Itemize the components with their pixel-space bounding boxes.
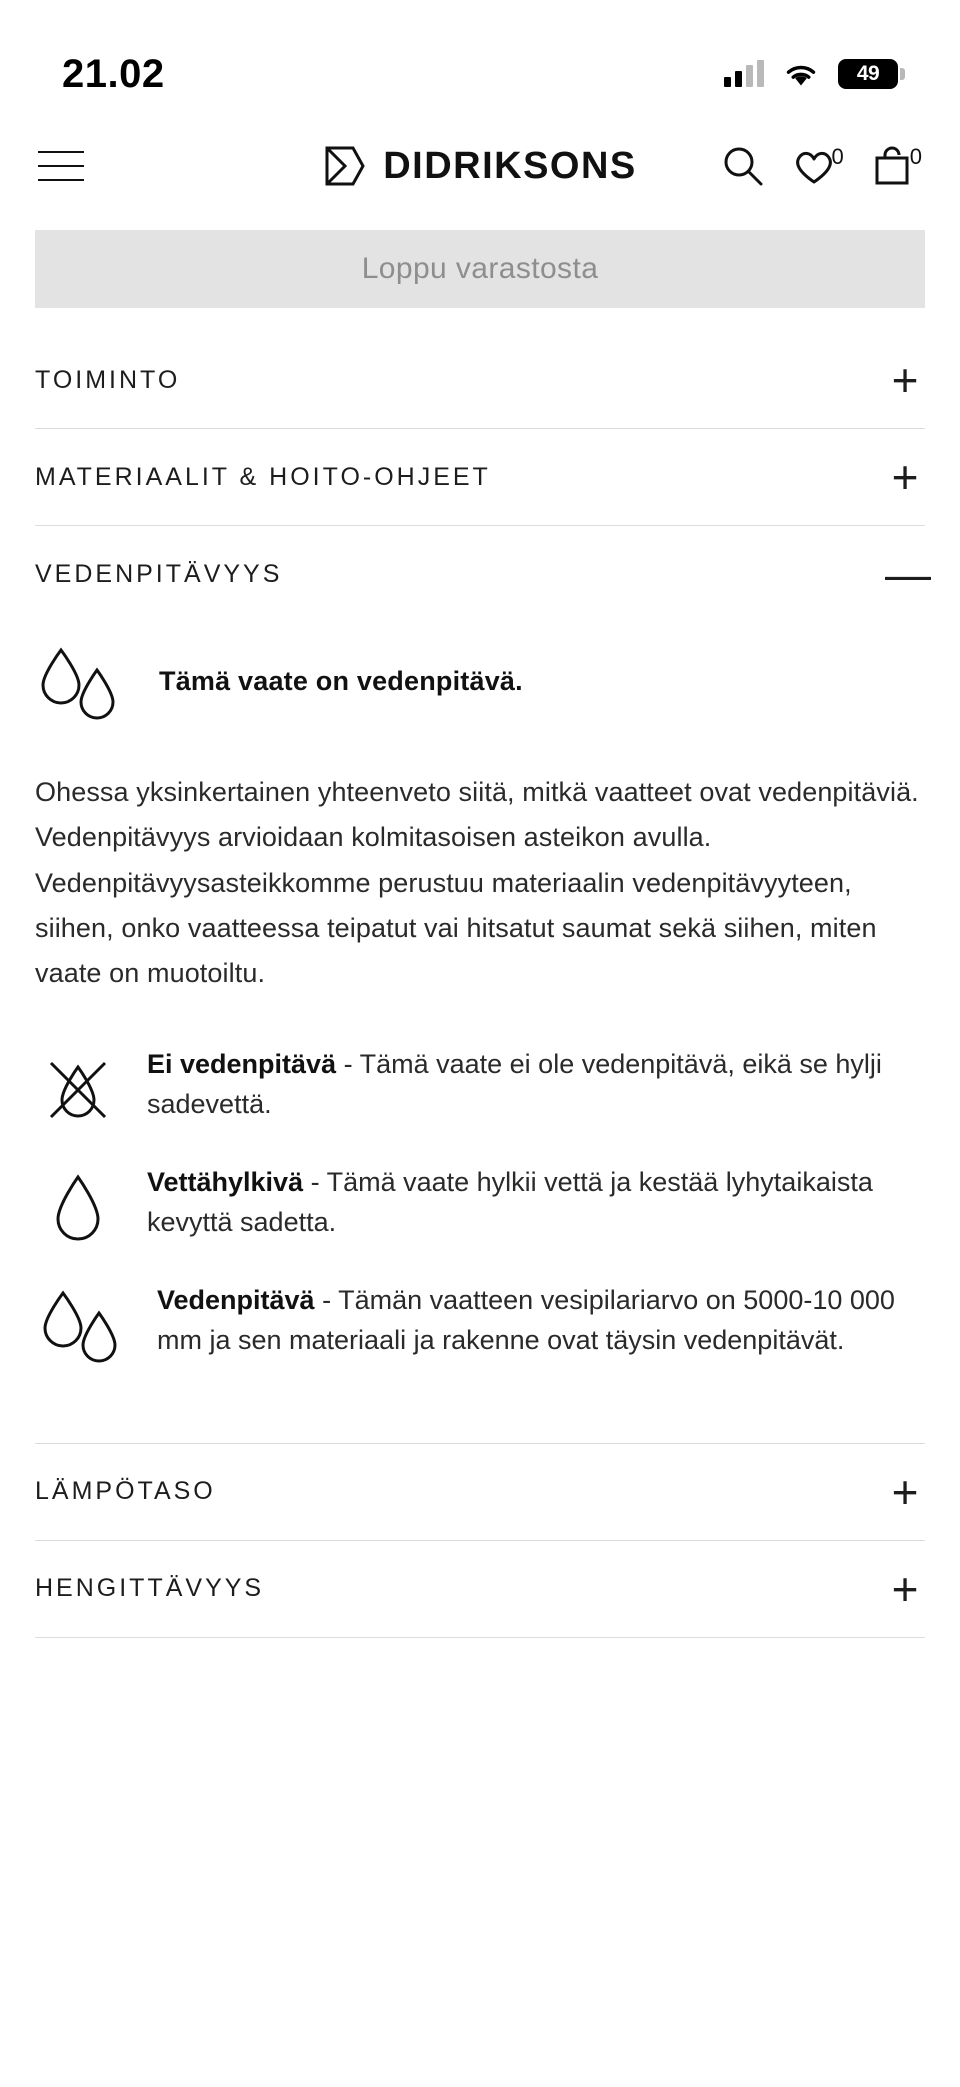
- product-info-accordions: [0, 332, 960, 1638]
- wishlist-count: 0: [831, 144, 844, 169]
- level-term: Ei vedenpitävä: [147, 1048, 337, 1079]
- wifi-icon: [782, 60, 820, 88]
- shopping-bag-button[interactable]: [870, 144, 922, 188]
- accordion-title: MATERIAALIT & HOITO-OHJEET: [35, 462, 491, 491]
- status-bar: [0, 0, 960, 118]
- level-term: Vedenpitävä: [157, 1284, 315, 1315]
- heart-icon: [792, 145, 836, 187]
- level-text: [147, 1163, 925, 1243]
- divider: [35, 1637, 925, 1638]
- accordion-header[interactable]: [35, 526, 931, 622]
- crossed-droplet-icon: [35, 1045, 121, 1135]
- didriksons-logo-icon: [323, 144, 367, 188]
- plus-icon[interactable]: +: [891, 1562, 919, 1615]
- cellular-signal-icon: [724, 61, 764, 87]
- list-item: [35, 1045, 925, 1135]
- status-time: 21.02: [62, 51, 165, 96]
- waterproof-headline-text: Tämä vaate on vedenpitävä.: [159, 666, 523, 696]
- level-term: Vettähylkivä: [147, 1166, 304, 1197]
- level-text: [157, 1281, 925, 1361]
- accordion-header[interactable]: [35, 1444, 925, 1540]
- accordion-vedenpitavyys[interactable]: [0, 526, 960, 622]
- accordion-title: LÄMPÖTASO: [35, 1477, 216, 1506]
- accordion-header[interactable]: [35, 332, 925, 428]
- plus-icon[interactable]: +: [891, 354, 919, 406]
- plus-icon[interactable]: +: [891, 451, 919, 503]
- accordion-hengittavyys[interactable]: [0, 1541, 960, 1637]
- list-item: [35, 1281, 925, 1375]
- plus-icon[interactable]: +: [891, 1465, 919, 1518]
- battery-icon: [838, 59, 898, 89]
- accordion-lampotaso[interactable]: [0, 1444, 960, 1540]
- accordion-title: HENGITTÄVYYS: [35, 1574, 265, 1603]
- level-desc: - Tämä vaate hylkii vettä ja kestää lyhytaikaista kevyttä sadetta.: [147, 1166, 873, 1237]
- hamburger-menu-icon[interactable]: [32, 143, 90, 189]
- brand-name: DIDRIKSONS: [383, 144, 637, 187]
- out-of-stock-label: Loppu varastosta: [361, 252, 599, 285]
- site-header: [0, 118, 960, 214]
- shopping-bag-icon: [870, 144, 914, 188]
- minus-icon[interactable]: —: [885, 548, 931, 600]
- level-desc: - Tämän vaatteen vesipilariarvo on 5000-10 000 mm ja sen materiaali ja rakenne ovat täysin vedenpitävät.: [157, 1284, 895, 1355]
- wishlist-button[interactable]: [792, 145, 844, 187]
- accordion-toiminto[interactable]: [0, 332, 960, 428]
- battery-level: 49: [856, 62, 880, 85]
- accordion-materiaalit-hoito-ohjeet[interactable]: [0, 429, 960, 525]
- accordion-title: TOIMINTO: [35, 365, 181, 394]
- bag-count: 0: [909, 144, 922, 169]
- waterproof-headline: [35, 644, 925, 730]
- waterproof-levels: [35, 1045, 925, 1375]
- level-text: [147, 1045, 925, 1125]
- waterproof-description: Ohessa yksinkertainen yhteenveto siitä, mitkä vaatteet ovat vedenpitäviä. Vedenpitävyys arvioidaan kolmitasoisen asteikon avulla. Vedenpitävyysasteikkomme perustuu materiaalin vedenpitävyyteen, siihen, onko vaatteessa teipatut vai hitsatut saumat sekä siihen, miten vaate on muotoiltu.: [35, 777, 919, 989]
- level-desc: - Tämä vaate ei ole vedenpitävä, eikä se hylji sadevettä.: [147, 1048, 882, 1119]
- accordion-header[interactable]: [35, 1541, 925, 1637]
- two-droplets-icon: [35, 1281, 131, 1375]
- accordion-title: VEDENPITÄVYYS: [35, 559, 283, 588]
- two-droplets-icon: [35, 644, 131, 730]
- waterproof-panel: [0, 644, 960, 1443]
- header-actions: [720, 143, 923, 189]
- out-of-stock-banner: [35, 230, 925, 308]
- list-item: [35, 1163, 925, 1253]
- search-icon[interactable]: [720, 143, 766, 189]
- single-droplet-icon: [35, 1163, 121, 1253]
- status-indicators: [724, 59, 898, 89]
- accordion-header[interactable]: [35, 429, 925, 525]
